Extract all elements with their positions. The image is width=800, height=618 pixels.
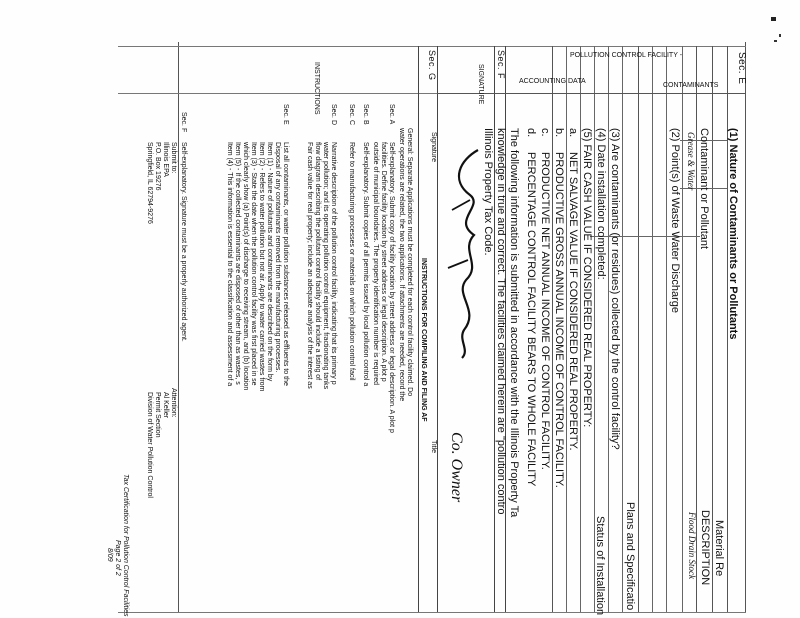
footer-date: 8/09 <box>106 548 113 562</box>
col-rule <box>666 46 667 612</box>
sec-e-text-2: Disposal of any contaminants removed from the manufacturing processes. <box>274 142 281 373</box>
letter-d: d. <box>525 128 537 138</box>
item-3-question: (3) Are contaminants (or residues) collected by the control facility? <box>609 128 621 450</box>
scan-speck <box>771 17 776 21</box>
address-line-1: Illinois EPA <box>162 142 169 177</box>
sec-e-text-6: which clearly show (a) Point(s) of discharge to receiving stream, and (b) location <box>242 142 249 391</box>
letter-b: b. <box>553 128 565 138</box>
col-rule <box>682 46 683 612</box>
sec-a-label: Sec. A <box>388 104 395 125</box>
section-f-intro-2: knowledge in true and correct. The facilities claimed herein are "pollution contro <box>495 128 507 515</box>
contaminants-tab: CONTAMINANTS <box>663 82 719 89</box>
sec-c-text: Refer to manufacturing processes or materials on which pollution control facil <box>348 142 355 381</box>
address-line-2: P.O. Box 19276 <box>154 142 161 191</box>
material-column-header: Material Re <box>713 520 725 577</box>
sec-e-text-4: Item (2) - Refers to water pollution but not air. Apply to water carried wastes from <box>258 142 265 392</box>
col-rule <box>437 46 438 612</box>
net-salvage-value: NET SALVAGE VALUE IF CONSIDERED REAL PROPERTY. <box>567 152 579 451</box>
sec-d-text-3: flow diagram describing the pollutant control facility should include a listing of <box>314 142 321 381</box>
attention-line-3: Division of Water Pollution Control <box>146 392 153 498</box>
pollution-control-tab: POLLUTION CONTROL FACILITY - <box>570 52 683 59</box>
col-rule <box>622 46 623 612</box>
form-rule-bottom <box>118 612 746 613</box>
attention-line-1: Al Keller <box>162 392 169 419</box>
sec-e-text: List all contaminants, or water pollution substances released as effluents to the <box>282 142 289 386</box>
attention-label: Attention: <box>170 388 177 418</box>
percentage-control: PERCENTAGE CONTROL FACILITY BEARS TO WHOLE FACILITY <box>525 152 537 487</box>
submit-to-label: Submit to: <box>170 142 177 174</box>
plans-specifications: Plans and Specificatio <box>624 502 636 611</box>
signature-tab: SIGNATURE <box>477 64 484 105</box>
letter-c: c. <box>539 128 551 137</box>
section-f-intro: The following information is submitted in accordance with the Illinois Property Ta <box>508 128 520 518</box>
contaminant-entry: Grease & Water <box>686 132 696 191</box>
scan-speck <box>774 40 777 42</box>
form-border-left <box>178 42 179 612</box>
sec-d-text-2: water pollution; and its operating pollution control equipment, fractionating tanks <box>322 142 329 390</box>
net-annual-income: PRODUCTIVE NET ANNUAL INCOME OF CONTROL FACILITY. <box>539 152 551 470</box>
sec-d-label: Sec. D <box>330 104 337 126</box>
letter-a: a. <box>567 128 579 138</box>
points-of-discharge: (2) Point(s) of Waste Water Discharge <box>669 128 681 314</box>
sec-d-text: Narrative description of the pollution control facility, indicating that its primary p <box>330 142 337 385</box>
handwritten-signature <box>440 140 490 360</box>
sec-f-label: Sec. F <box>180 112 187 133</box>
section-e-tab: Sec. E <box>736 52 747 85</box>
contaminant-column-header: Contaminant or Pollutant <box>698 128 710 250</box>
item-5-fair-cash: (5) FAIR CASH VALUE IF CONSIDERED REAL PROPERTY: <box>581 128 593 428</box>
instructions-heading: INSTRUCTIONS FOR COMPILING AND FILING AF <box>420 258 427 422</box>
sec-c-label: Sec. C <box>348 104 355 126</box>
description-entry: Flood Drain Stock <box>687 512 697 579</box>
description-column-header: DESCRIPTION <box>699 510 711 586</box>
form-rule-instruction-top <box>118 93 438 94</box>
footer-page: Page 2 of 2 <box>114 540 121 576</box>
instructions-tab: INSTRUCTIONS <box>313 62 320 115</box>
col-rule <box>418 46 419 612</box>
address-line-3: Springfield, IL 62794-9276 <box>146 142 153 224</box>
sec-e-text-8: Item (4) - This information is essential to the classification and assessment of a <box>226 142 233 387</box>
col-rule <box>652 46 653 612</box>
sec-f-text: Self-explanatory. Signature must be a properly authorized agent. <box>180 142 187 342</box>
instructions-general: General: Separate Applications must be completed for each control facility claimed. Do <box>406 128 413 397</box>
accounting-data-tab: ACCOUNTING DATA <box>519 78 586 85</box>
section-g-tab: Sec. G <box>427 50 437 81</box>
gross-annual-income: PRODUCTIVE GROSS ANNUAL INCOME OF CONTROL FACILITY. <box>553 152 565 488</box>
col-rule <box>638 46 639 612</box>
section-f-tab: Sec. F <box>496 50 506 80</box>
instructions-general-2: water operations are related, the two applications. If attachments are needed, record the <box>398 128 405 402</box>
sec-e-text-7: Item (5) - If the collected contaminants are disposed of other than as wastes, s <box>234 142 241 385</box>
status-of-installation: Status of Installation <box>594 516 606 616</box>
sec-e-text-3: Item (1) - Nature of pollutants and contaminants are described on the form by <box>266 142 273 382</box>
sec-e-label: Sec. E <box>282 104 289 125</box>
sec-d-text-4: Fair cash value for real property; include an adequate analysis of the interest as <box>306 142 313 389</box>
title-label: Title <box>430 440 437 453</box>
footer-title: Tax Certification for Pollution Control Facilities <box>122 474 129 617</box>
sec-a-text-2: facilities. Define facility location by street address or legal description. A plot p <box>380 142 387 382</box>
attention-line-2: Permit Section <box>154 392 161 438</box>
sec-a-text: Self-explanatory. Submit copy of facility location by street address or legal description. A plot p <box>388 142 395 433</box>
signature-label: Signature <box>430 132 437 162</box>
sec-b-label: Sec. B <box>362 104 369 125</box>
scan-speck <box>779 34 781 37</box>
form-border-right <box>745 42 746 612</box>
item-4-date: (4) Date installation completed: <box>595 128 607 280</box>
sec-e-text-5: Item (3) - State the date when the pollution control facility was first placed in se <box>250 142 257 386</box>
nature-of-contaminants-title: (1) Nature of Contaminants or Pollutants <box>727 128 739 340</box>
sec-a-text-3: outside of municipal boundaries. The property identification number is required <box>372 142 379 386</box>
title-value: Co. Owner <box>448 432 465 503</box>
section-f-intro-3: Illinois Property Tax Code. <box>482 128 494 256</box>
sec-b-text: Self-explanatory. Submit copies of all permits issued by local pollution control a <box>362 142 369 387</box>
